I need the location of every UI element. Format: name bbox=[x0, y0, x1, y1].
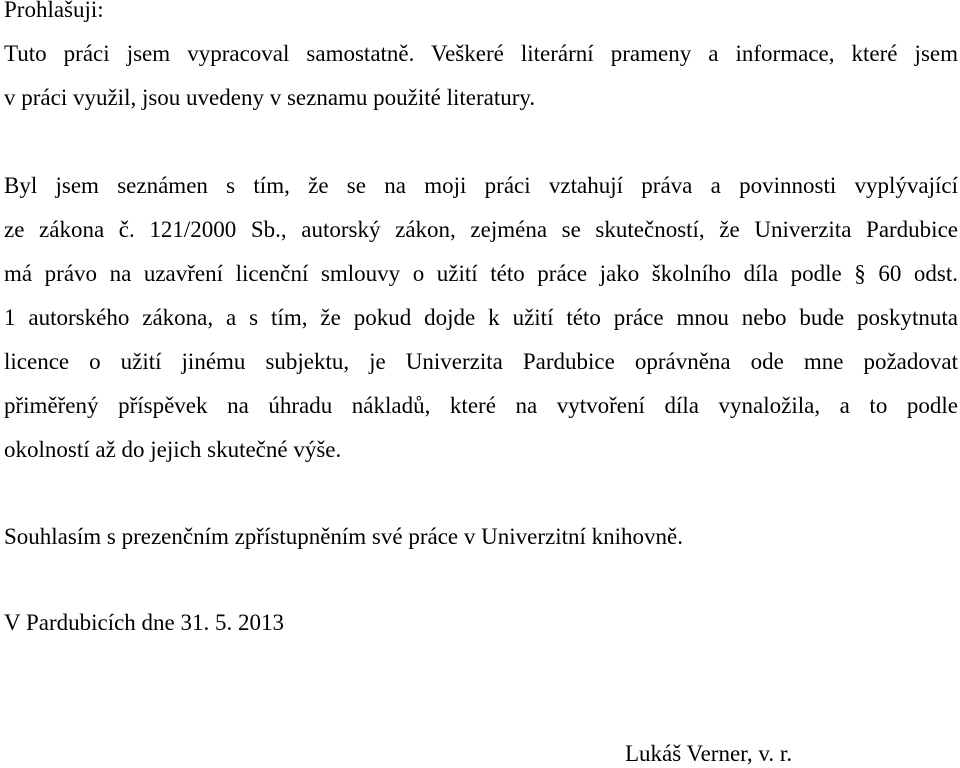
paragraph-2-line-2: ze zákona č. 121/2000 Sb., autorský zákon, zejména se skutečností, že Univerzita Pardubice bbox=[4, 217, 958, 242]
declaration-heading: Prohlašuji: bbox=[4, 0, 104, 22]
paragraph-1-line-1: Tuto práci jsem vypracoval samostatně. Veškeré literární prameny a informace, které jsem bbox=[4, 41, 958, 66]
paragraph-2-line-1: Byl jsem seznámen s tím, že se na moji práci vztahují práva a povinnosti vyplývající bbox=[4, 173, 958, 198]
consent-paragraph: Souhlasím s prezenčním zpřístupněním své práce v Univerzitní knihovně. bbox=[4, 524, 683, 549]
paragraph-1-line-2: v práci využil, jsou uvedeny v seznamu použité literatury. bbox=[4, 85, 536, 110]
paragraph-2-line-6: přiměřený příspěvek na úhradu nákladů, které na vytvoření díla vynaložila, a to podle bbox=[4, 393, 958, 418]
paragraph-2-line-4: 1 autorského zákona, a s tím, že pokud dojde k užití této práce mnou nebo bude poskytnuta bbox=[4, 305, 958, 330]
signature: Lukáš Verner, v. r. bbox=[625, 741, 793, 766]
paragraph-2-line-3: má právo na uzavření licenční smlouvy o užití této práce jako školního díla podle § 60 odst. bbox=[4, 261, 958, 286]
paragraph-2-line-7: okolností až do jejich skutečné výše. bbox=[4, 437, 342, 462]
paragraph-2-line-5: licence o užití jinému subjektu, je Univerzita Pardubice oprávněna ode mne požadovat bbox=[4, 349, 958, 374]
place-and-date: V Pardubicích dne 31. 5. 2013 bbox=[4, 610, 285, 635]
